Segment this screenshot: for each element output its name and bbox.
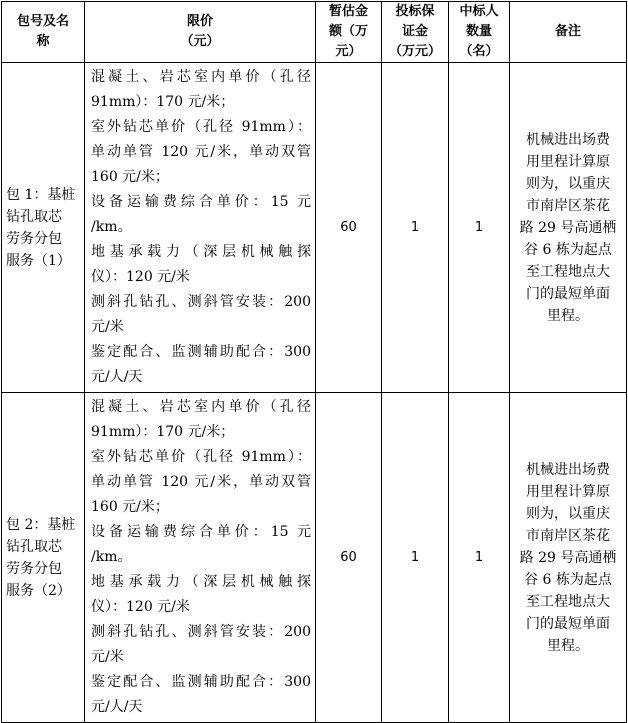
header-estimate: 暂估金 额（万 元） (316, 2, 382, 63)
table-row (2, 63, 627, 393)
price-limit-line: 混凝土、岩芯室内单价（孔径 (91, 69, 311, 85)
price-limit-line: /km。 (91, 549, 132, 565)
price-limit-line: 160 元/米； (91, 169, 169, 185)
deposit-value: 1 (382, 63, 449, 393)
price-limit-cell (85, 393, 316, 723)
price-limit-line: 地基承载力（深层机械触探 (91, 244, 311, 260)
price-limit-line: /km。 (91, 219, 132, 235)
remarks-text: 机械进出场费 用里程计算原 则为，以重庆 市南岸区茶花 路 29 号高通栖 谷 6 栋为起点 至工程地点大 门的最短单面 里程。 (510, 393, 627, 723)
winners-value: 1 (449, 63, 510, 393)
header-row (2, 2, 627, 63)
remarks-text: 机械进出场费 用里程计算原 则为，以重庆 市南岸区茶花 路 29 号高通栖 谷 6 栋为起点 至工程地点大 门的最短单面 里程。 (510, 63, 627, 393)
price-limit-line: 混凝土、岩芯室内单价（孔径 (91, 399, 311, 415)
table-row (2, 393, 627, 723)
price-limit-line: 元/人/天 (91, 369, 143, 385)
package-name: 包 1：基桩 钻孔取芯 劳务分包 服务（1） (2, 63, 85, 393)
price-limit-line: 仪）：120 元/米 (91, 269, 190, 285)
package-name: 包 2：基桩 钻孔取芯 劳务分包 服务（2） (2, 393, 85, 723)
price-limit-line: 91mm）：170 元/米； (91, 94, 235, 110)
price-limit-line: 仪）：120 元/米 (91, 599, 190, 615)
price-limit-line: 设备运输费综合单价：15 元 (91, 194, 311, 210)
price-limit-cell (85, 63, 316, 393)
header-deposit: 投标保 证金 （万元） (382, 2, 449, 63)
price-limit-line: 元/米 (91, 649, 124, 665)
estimate-value: 60 (316, 393, 382, 723)
price-limit-line: 鉴定配合、监测辅助配合：300 (91, 344, 311, 360)
price-limit-line: 160 元/米； (91, 499, 169, 515)
header-remarks: 备注 (510, 2, 627, 63)
price-limit-line: 地基承载力（深层机械触探 (91, 574, 311, 590)
estimate-value: 60 (316, 63, 382, 393)
header-winners: 中标人 数量 （名） (449, 2, 510, 63)
price-limit-line: 设备运输费综合单价：15 元 (91, 524, 311, 540)
price-limit-line: 91mm）：170 元/米； (91, 424, 235, 440)
price-limit-line: 单动单管 120 元/米，单动双管 (91, 144, 311, 160)
winners-value: 1 (449, 393, 510, 723)
header-limit: 限价 （元） (85, 2, 316, 63)
price-limit-line: 单动单管 120 元/米，单动双管 (91, 474, 311, 490)
price-limit-line: 元/米 (91, 319, 124, 335)
price-limit-line: 测斜孔钻孔、测斜管安装：200 (91, 294, 311, 310)
price-limit-line: 元/人/天 (91, 699, 143, 715)
price-limit-line: 测斜孔钻孔、测斜管安装：200 (91, 624, 311, 640)
bid-package-table (1, 1, 627, 723)
price-limit-line: 室外钻芯单价（孔径 91mm）： (91, 119, 311, 135)
header-package: 包号及名 称 (2, 2, 85, 63)
deposit-value: 1 (382, 393, 449, 723)
price-limit-line: 室外钻芯单价（孔径 91mm）： (91, 449, 311, 465)
price-limit-line: 鉴定配合、监测辅助配合：300 (91, 674, 311, 690)
